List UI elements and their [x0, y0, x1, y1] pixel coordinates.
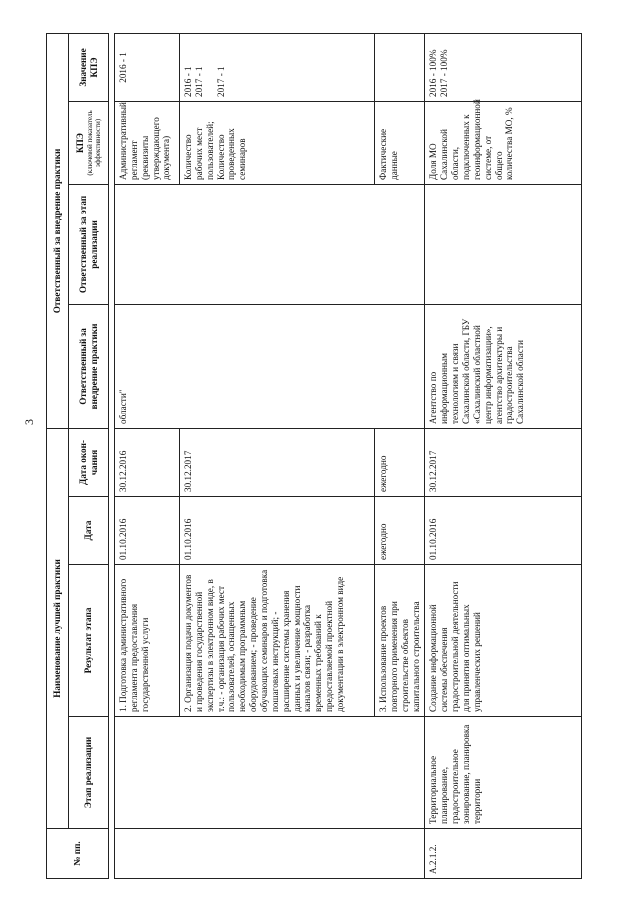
header-date: Дата — [69, 497, 109, 565]
header-best-practice: Наименование лучшей практики — [47, 428, 69, 828]
cell-result: Создание информационной системы обеспечения градостроительной деятельности для принятия оптимальных управленческих решений — [425, 565, 582, 717]
cell-kpe: Доля МО Сахалинской области, подключенных к геоинформационной системе, от общего количества МО, % — [425, 101, 582, 184]
cell-date: 01.10.2016 — [425, 497, 582, 565]
cell-stage — [115, 717, 425, 829]
cell-date: 01.10.2016 — [180, 497, 375, 565]
cell-date: ежегодно — [375, 497, 425, 565]
cell-end-date: 30.12.2017 — [180, 428, 375, 496]
cell-end-date: ежегодно — [375, 428, 425, 496]
header-stage: Этап реализации — [69, 717, 109, 829]
header-value: Значение КПЭ — [69, 33, 109, 101]
table-row — [425, 33, 582, 878]
table-row — [115, 33, 180, 878]
cell-no: A.2.1.2. — [425, 829, 582, 879]
cell-value — [375, 33, 425, 101]
page-number: 3 — [22, 419, 36, 425]
cell-resp-stage — [425, 184, 582, 304]
cell-stage: Территориальное планирование, градостроительное зонирование, планировка территории — [425, 717, 582, 829]
header-no: № пп. — [47, 829, 109, 879]
cell-result: 1. Подготовка административного регламента предоставления государственной услуги — [115, 565, 180, 717]
header-kpe-sub: (ключевой показатель эффективности) — [85, 110, 102, 176]
header-end-date: Дата окон-чания — [69, 428, 109, 496]
cell-value: 2016 - 100% 2017 - 100% — [425, 33, 582, 101]
header-resp-stage: Ответственный за этап реализации — [69, 184, 109, 304]
cell-kpe: Количество рабочих мест пользователей; Количество проведенных семинаров — [180, 101, 375, 184]
cell-no — [115, 829, 425, 879]
cell-result: 3. Использование проектов повторного применения при строительстве объектов капитального строительства — [375, 565, 425, 717]
header-result: Результат этапа — [69, 565, 109, 717]
cell-end-date: 30.12.2016 — [115, 428, 180, 496]
header-kpe — [69, 101, 109, 184]
cell-kpe: Административный регламент (реквизиты утверждающего документа) — [115, 101, 180, 184]
cell-value: 2016 - 1 — [115, 33, 180, 101]
cell-result: 2. Организация подачи документов и проведения государственной экспертизы в электронном виде, в т.ч.: - организация рабочих мест пользователей, оснащенных необходимым программным оборудованием; - проведение обучающих семинаров и подготовка пошаговых инструкций; - расширение системы хранения данных и увеличение мощности каналов связи; - разработка временных требований к предоставляемой проектной документации в электронном виде — [180, 565, 375, 717]
best-practice-table — [46, 33, 582, 879]
cell-resp: Агентство по информационным технологиям и связи Сахалинской области, ГБУ «Сахалинский областной центр информатизации», агентство архитектуры и градостроительства Сахалинской области — [425, 304, 582, 428]
cell-resp: области" — [115, 304, 425, 428]
header-responsible: Ответственный за внедрение практики — [47, 33, 69, 428]
cell-date: 01.10.2016 — [115, 497, 180, 565]
cell-kpe: Фактические данные — [375, 101, 425, 184]
cell-resp-stage — [115, 184, 425, 304]
header-kpe-title: КПЭ — [74, 132, 85, 153]
rotated-table-wrapper — [46, 34, 579, 879]
cell-end-date: 30.12.2017 — [425, 428, 582, 496]
header-resp-impl: Ответственный за внедрение практики — [69, 304, 109, 428]
cell-value: 2016 - 1 2017 - 1 2017 - 1 — [180, 33, 375, 101]
